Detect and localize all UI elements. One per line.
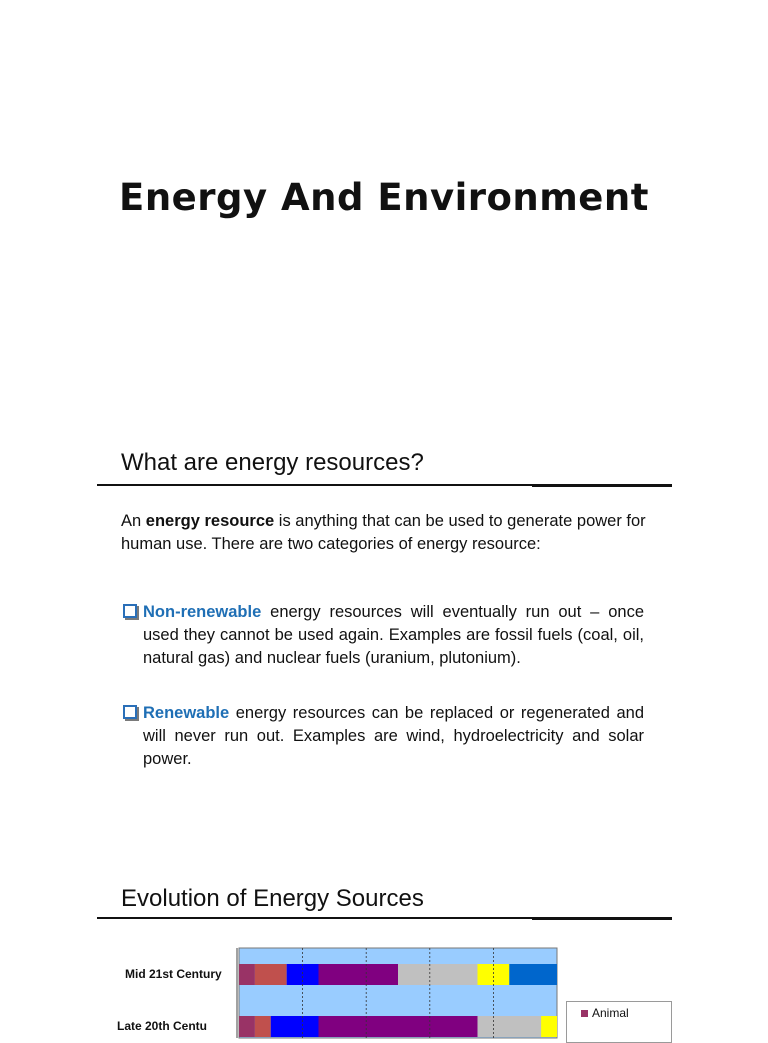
bullet-description: energy resources can be replaced or regenerated and will never run out. Examples are wind, hydroelectricity and solar power. bbox=[143, 704, 644, 768]
chart-bar-segment bbox=[478, 1016, 542, 1037]
section-divider bbox=[97, 484, 672, 486]
chart-bar-segment bbox=[541, 1016, 557, 1037]
checkbox-bullet-icon bbox=[123, 705, 137, 719]
chart-bar-segment bbox=[478, 964, 510, 985]
term-non-renewable: Non-renewable bbox=[143, 603, 262, 621]
chart-bar-segment bbox=[319, 1016, 478, 1037]
chart-bar-segment bbox=[239, 964, 255, 985]
chart-bar-segment bbox=[239, 1016, 255, 1037]
section-heading-evolution: Evolution of Energy Sources bbox=[121, 885, 424, 912]
intro-bold-term: energy resource bbox=[145, 512, 275, 530]
chart-bar-segment bbox=[271, 1016, 319, 1037]
chart-bar-segment bbox=[319, 964, 399, 985]
page-title: Energy And Environment bbox=[119, 176, 649, 219]
term-renewable: Renewable bbox=[143, 704, 230, 722]
bullet-description: energy resources will eventually run out – once used they cannot be used again. Examples are fossil fuels (coal, oil, natural gas) and nuclear fuels (uranium, plutonium). bbox=[143, 603, 644, 667]
chart-bar-segment bbox=[398, 964, 478, 985]
chart-bar-segment bbox=[287, 964, 319, 985]
chart-category-label: Mid 21st Century bbox=[125, 967, 222, 981]
intro-suffix: is anything that can be used to generate power for human use. There are two categories of energy resource: bbox=[121, 512, 646, 553]
legend-entry: Animal bbox=[592, 1006, 629, 1020]
chart-legend bbox=[566, 1001, 672, 1043]
legend-swatch bbox=[581, 1010, 588, 1017]
intro-prefix: An bbox=[121, 512, 146, 530]
chart-bar-segment bbox=[255, 1016, 271, 1037]
chart-category-label: Late 20th Centu bbox=[117, 1019, 208, 1033]
intro-paragraph bbox=[121, 510, 651, 556]
chart-bar-segment bbox=[509, 964, 557, 985]
section-heading-energy-resources: What are energy resources? bbox=[121, 449, 424, 476]
bullet-text bbox=[143, 702, 644, 771]
section-divider bbox=[97, 917, 672, 919]
checkbox-bullet-icon bbox=[123, 604, 137, 618]
chart-plot-area bbox=[239, 948, 557, 1038]
chart-bar-segment bbox=[255, 964, 287, 985]
bullet-text bbox=[143, 601, 644, 670]
